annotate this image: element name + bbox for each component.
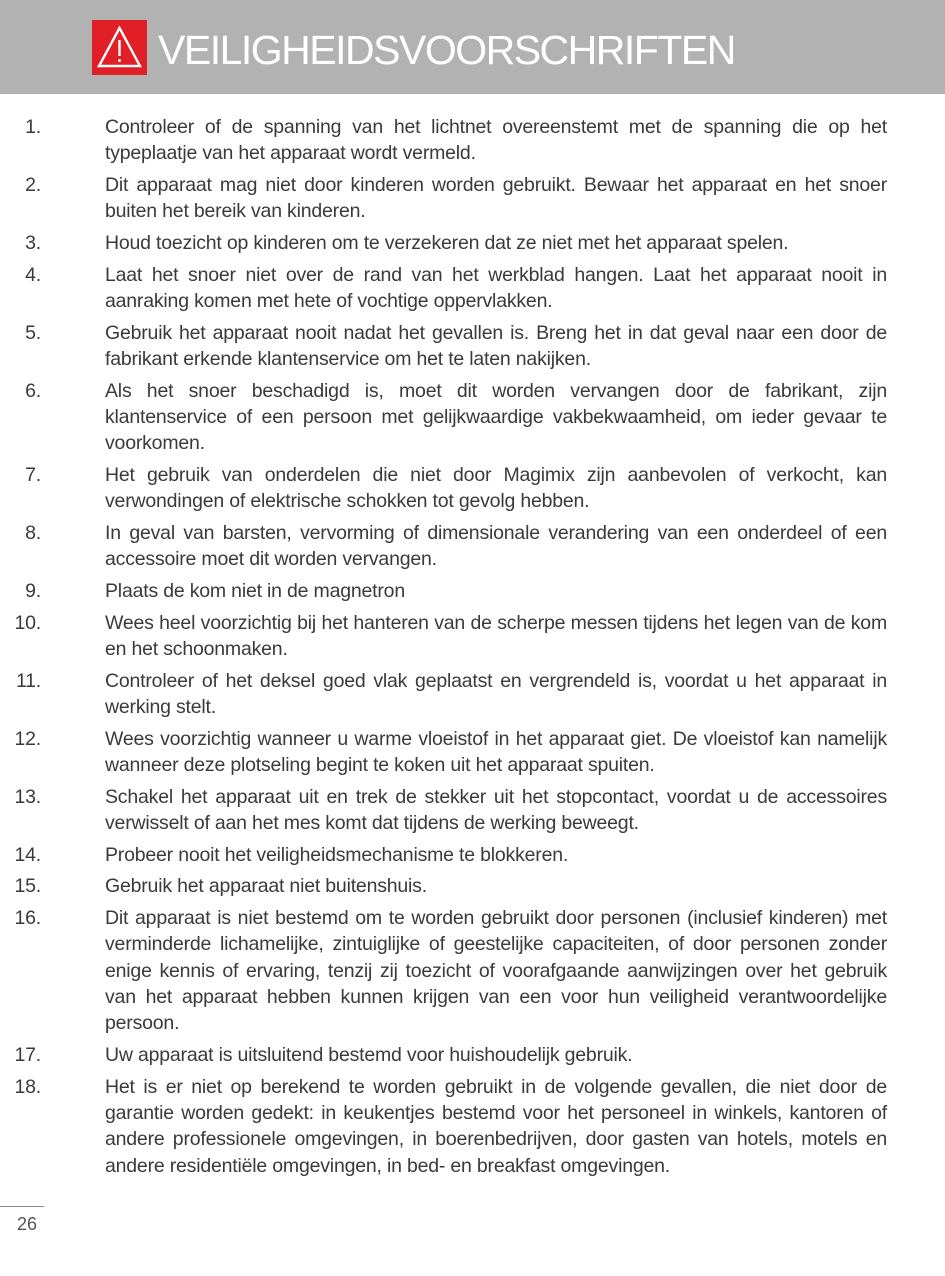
header-bar (0, 0, 945, 94)
list-item (0, 230, 887, 256)
list-item-number: 13. (14, 785, 41, 808)
list-item (0, 610, 887, 663)
list-item (0, 873, 887, 899)
list-item (0, 114, 887, 167)
page-number: 26 (17, 1214, 38, 1234)
list-item (0, 842, 887, 868)
list-item-text: Probeer nooit het veiligheidsmechanisme te blokkeren. (105, 843, 569, 866)
list-item-text: Wees voorzichtig wanneer u warme vloeistof in het apparaat giet. De vloeistof kan namelijk wanneer deze plotseling begint te koken uit het apparaat spuiten. (105, 727, 887, 776)
list-item-number: 15. (14, 875, 41, 898)
list-item-number: 8. (25, 522, 41, 544)
list-item-text: Het gebruik van onderdelen die niet door Magimix zijn aanbevolen of verkocht, kan verwondingen of elektrische schokken tot gevolg hebben. (105, 464, 887, 513)
list-item-number: 14. (14, 843, 41, 866)
list-item-number: 17. (14, 1044, 41, 1066)
list-item (0, 578, 887, 604)
list-item-number: 16. (14, 906, 41, 929)
list-item-text: Controleer of de spanning van het lichtnet overeenstemt met de spanning die op het typeplaatje van het apparaat wordt vermeld. (105, 116, 887, 165)
list-item (0, 784, 887, 837)
list-item-text: Gebruik het apparaat niet buitenshuis. (105, 875, 427, 898)
list-item-text: Controleer of het deksel goed vlak geplaatst en vergrendeld is, voordat u het apparaat in werking stelt. (105, 669, 887, 718)
list-item-number: 4. (25, 263, 41, 286)
list-item (0, 378, 887, 457)
list-item-number: 11. (15, 669, 41, 692)
list-item-text: In geval van barsten, vervorming of dimensionale verandering van een onderdeel of een accessoire moet dit worden vervangen. (105, 522, 887, 571)
list-item-text: Als het snoer beschadigd is, moet dit worden vervangen door de fabrikant, zijn klantenservice of een persoon met gelijkwaardige vakbekwaamheid, om ieder gevaar te voorkomen. (105, 379, 887, 455)
list-item (0, 726, 887, 779)
list-item (0, 462, 887, 515)
list-item-text: Gebruik het apparaat nooit nadat het gevallen is. Breng het in dat geval naar een door de fabrikant erkende klantenservice om het te laten nakijken. (105, 321, 887, 370)
list-item (0, 262, 887, 315)
list-item (0, 520, 887, 573)
list-item (0, 1042, 887, 1068)
list-item-number: 10. (14, 611, 41, 634)
footer-divider (0, 1206, 44, 1207)
list-item-number: 9. (25, 580, 41, 602)
list-item-number: 5. (25, 321, 41, 344)
page-title: VEILIGHEIDSVOORSCHRIFTEN (158, 27, 735, 73)
list-item (0, 668, 887, 721)
list-item-number: 2. (25, 174, 41, 196)
list-item-text: Dit apparaat mag niet door kinderen worden gebruikt. Bewaar het apparaat en het snoer buiten het bereik van kinderen. (105, 174, 887, 223)
list-item-number: 3. (25, 232, 41, 254)
list-item-text: Laat het snoer niet over de rand van het werkblad hangen. Laat het apparaat nooit in aanraking komen met hete of vochtige oppervlakken. (105, 263, 887, 312)
list-item (0, 172, 887, 225)
list-item-number: 18. (14, 1075, 41, 1098)
list-item-number: 7. (25, 464, 41, 486)
list-item-number: 12. (14, 727, 41, 750)
list-item-text: Het is er niet op berekend te worden gebruikt in de volgende gevallen, die niet door de garantie worden gedekt: in keukentjes bestemd voor het personeel in winkels, kantoren of andere professionele omgevingen, in boerenbedrijven, door gasten van hotels, motels en andere residentiële omgevingen, in bed- en breakfast omgevingen. (105, 1075, 887, 1177)
list-item-text: Schakel het apparaat uit en trek de stekker uit het stopcontact, voordat u de accessoires verwisselt of aan het mes komt dat tijdens de werking beweegt. (105, 785, 887, 834)
list-item-text: Houd toezicht op kinderen om te verzekeren dat ze niet met het apparaat spelen. (105, 232, 789, 254)
list-item (0, 320, 887, 373)
list-item (0, 905, 887, 1037)
list-item-text: Wees heel voorzichtig bij het hanteren van de scherpe messen tijdens het legen van de kom en het schoonmaken. (105, 611, 887, 660)
list-item-number: 6. (25, 379, 41, 402)
list-item-text: Dit apparaat is niet bestemd om te worden gebruikt door personen (inclusief kinderen) met verminderde lichamelijke, zintuiglijke of geestelijke capaciteiten, of door personen zonder enige kennis of ervaring, tenzij zij toezicht of voorafgaande aanwijzingen over het gebruik van het apparaat hebben kunnen krijgen van een voor hun veiligheid verantwoordelijke persoon. (105, 906, 887, 1035)
list-item-text: Uw apparaat is uitsluitend bestemd voor huishoudelijk gebruik. (105, 1044, 633, 1066)
list-item (0, 1074, 887, 1180)
safety-rules-list (0, 114, 945, 1184)
warning-triangle-icon (92, 20, 147, 75)
list-item-text: Plaats de kom niet in de magnetron (105, 580, 405, 602)
list-item-number: 1. (25, 116, 41, 138)
